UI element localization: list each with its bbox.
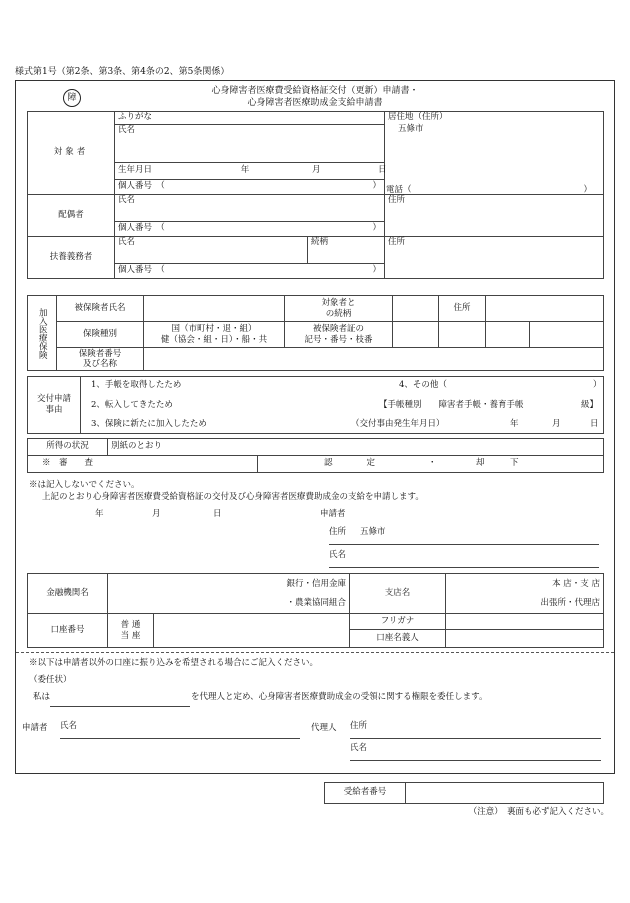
- reason-item-4-close: ）: [593, 380, 602, 390]
- card-number-field[interactable]: [439, 322, 486, 348]
- supporter-address-field[interactable]: 住所: [385, 237, 604, 279]
- delegation-statement: を代理人と定め、心身障害者医療費助成金の受領に関する権限を委任します。: [191, 692, 488, 702]
- account-number-field[interactable]: [154, 614, 350, 648]
- kana-label: フリガナ: [350, 614, 446, 630]
- branch-field[interactable]: 本 店・支 店 出張所・代理店: [446, 574, 604, 614]
- agent-label: 代理人: [311, 723, 337, 733]
- delegation-applicant-label: 申請者: [22, 723, 48, 733]
- delegation-heading: （委任状）: [29, 675, 72, 685]
- relation-field[interactable]: [393, 296, 439, 322]
- relation-label: 対象者と の続柄: [285, 296, 393, 322]
- income-value: 別紙のとおり: [108, 439, 604, 456]
- insurance-table: [27, 295, 604, 371]
- supporter-mynumber-field[interactable]: 個人番号 （ ）: [115, 264, 385, 279]
- spouse-label: 配偶者: [28, 195, 115, 237]
- reason-date-day: 日: [590, 419, 599, 429]
- account-type-options[interactable]: 普 通 当 座: [108, 614, 154, 648]
- reason-date-month: 月: [552, 419, 561, 429]
- subject-address-label: 居住地（住所）: [388, 112, 448, 122]
- declaration-text: 上記のとおり心身障害者医療費受給資格証の交付及び心身障害者医療費助成金の支給を申請します。: [42, 492, 424, 502]
- recipient-number-field[interactable]: [406, 783, 604, 804]
- reason-item-1[interactable]: 1、手帳を取得したため: [91, 380, 182, 390]
- insured-name-label: 被保険者氏名: [57, 296, 144, 322]
- applicant-address-field[interactable]: 住所 五條市: [329, 528, 599, 545]
- applicant-label: 申請者: [320, 509, 346, 519]
- reason-table: [27, 376, 604, 434]
- date-year[interactable]: 年: [95, 509, 104, 519]
- kana-field[interactable]: [446, 614, 604, 630]
- institution-label: 金融機関名: [28, 574, 108, 614]
- delegation-i-am: 私は: [33, 692, 51, 702]
- account-number-label: 口座番号: [28, 614, 108, 648]
- date-day[interactable]: 日: [213, 509, 222, 519]
- institution-field[interactable]: 銀行・信用金庫 ・農業協同組合: [108, 574, 350, 614]
- agent-name-line[interactable]: 氏名: [350, 744, 601, 761]
- reason-date-year: 年: [510, 419, 519, 429]
- notebook-grade: 級】: [581, 400, 599, 410]
- review-label: ※ 審 査: [28, 456, 258, 473]
- insurance-type-label: 保険種別: [57, 322, 144, 348]
- supporter-name-field[interactable]: 氏名: [115, 237, 308, 264]
- supporter-relation-field[interactable]: 続柄: [308, 237, 385, 264]
- title-line-2: 心身障害者医療助成金支給申請書: [247, 98, 383, 109]
- recipient-number-label: 受給者番号: [325, 783, 406, 804]
- subject-city: 五條市: [398, 123, 424, 134]
- holder-field[interactable]: [446, 630, 604, 648]
- section-divider: [16, 652, 614, 653]
- applicant-name-field[interactable]: 氏名: [329, 551, 599, 568]
- subject-label: 対象者: [28, 112, 115, 195]
- subject-address-field[interactable]: [385, 112, 604, 195]
- supporter-label: 扶養義務者: [28, 237, 115, 279]
- subject-mynumber-field[interactable]: 個人番号 （ ）: [115, 180, 385, 195]
- footer-note: （注意） 裏面も必ず記入ください。: [468, 807, 609, 817]
- agent-name-field[interactable]: [50, 692, 190, 707]
- notebook-type[interactable]: 【手帳種別 障害者手帳・養育手帳: [379, 400, 524, 410]
- subject-name-field[interactable]: 氏名: [115, 125, 385, 163]
- spouse-mynumber-field[interactable]: 個人番号 （ ）: [115, 222, 385, 237]
- insurance-address-label: 住所: [439, 296, 486, 322]
- insurance-type-options[interactable]: 国（市町村・退・組） 健（協会・組・日）・船・共: [144, 322, 285, 348]
- bank-table: [27, 573, 604, 648]
- review-decision: 認 定 ・ 却 下: [258, 456, 604, 473]
- holder-label: 口座名義人: [350, 630, 446, 648]
- seal-mark: 障: [63, 89, 81, 107]
- subject-phone-field[interactable]: 電話（ ）: [386, 185, 592, 195]
- card-symbol-field[interactable]: [393, 322, 439, 348]
- reason-label: 交付申請 事由: [28, 377, 81, 434]
- recipient-number-table: [324, 782, 604, 804]
- no-entry-note: ※は記入しないでください。: [29, 480, 140, 490]
- reason-item-4[interactable]: 4、その他（: [399, 380, 447, 390]
- card-number-label: 被保険者証の 記号・番号・枝番: [285, 322, 393, 348]
- subject-birth-field[interactable]: 生年月日 年 月 日: [115, 163, 385, 180]
- income-label: 所得の状況: [28, 439, 108, 456]
- insurance-label: 加入医療保険: [28, 296, 57, 371]
- income-table: [27, 438, 604, 473]
- card-branch-field[interactable]: [486, 322, 530, 348]
- furigana-field[interactable]: ふりがな: [115, 112, 385, 125]
- spouse-name-field[interactable]: 氏名: [115, 195, 385, 222]
- reason-field[interactable]: [81, 377, 604, 434]
- form-title: [150, 85, 480, 109]
- branch-label: 支店名: [350, 574, 446, 614]
- agent-address-field[interactable]: 住所: [350, 722, 601, 739]
- insurance-address-field[interactable]: [486, 296, 604, 322]
- reason-item-2[interactable]: 2、転入してきたため: [91, 400, 173, 410]
- delegation-applicant-name-field[interactable]: 氏名: [60, 722, 300, 739]
- form-number: 様式第1号（第2条、第3条、第4条の2、第5条関係）: [15, 67, 230, 77]
- date-month[interactable]: 月: [152, 509, 161, 519]
- reason-item-3[interactable]: 3、保険に新たに加入したため: [91, 419, 207, 429]
- insurer-label: 保険者番号 及び名称: [57, 348, 144, 371]
- insurer-field[interactable]: [144, 348, 604, 371]
- reason-date-label: （交付事由発生年月日）: [351, 419, 445, 429]
- title-line-1: 心身障害者医療費受給資格証交付（更新）申請書・: [211, 86, 419, 96]
- delegation-note: ※以下は申請者以外の口座に振り込みを希望される場合にご記入ください。: [29, 658, 319, 668]
- card-extra-field[interactable]: [530, 322, 604, 348]
- insured-name-field[interactable]: [144, 296, 285, 322]
- spouse-address-field[interactable]: 住所: [385, 195, 604, 237]
